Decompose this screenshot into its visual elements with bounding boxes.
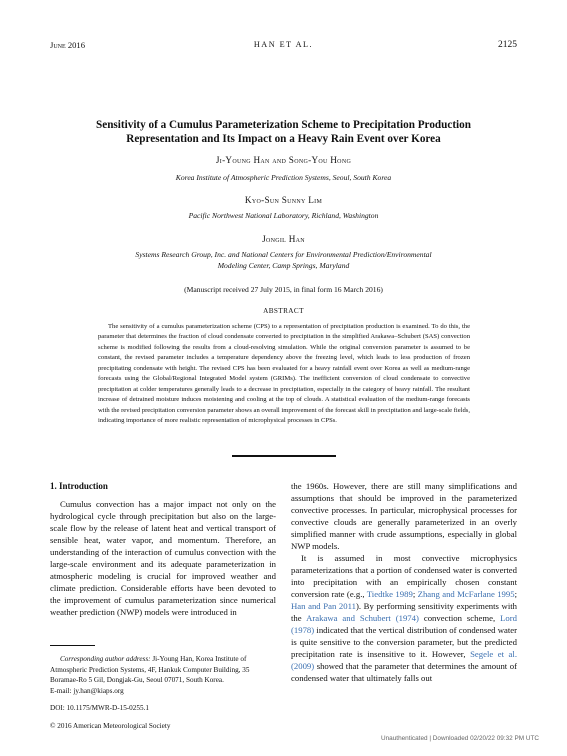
- ref-link-arakawa[interactable]: Arakawa and Schubert (1974): [306, 613, 419, 623]
- manuscript-dates: (Manuscript received 27 July 2015, in final form 16 March 2016): [184, 285, 383, 294]
- affiliation-1: Korea Institute of Atmospheric Prediction Systems, Seoul, South Korea: [175, 173, 392, 182]
- intro-heading: 1. Introduction: [50, 481, 108, 491]
- intro-paragraph-1: Cumulus convection has a major impact not only on the hydrological cycle through precipitation but also on the large-scale flow by the release of latent heat and vertical transport of sensible heat, water vapor, and momentum. Therefore, an understanding of the interaction of cumulus convection with the large-scale environment and its adequate parameterization in atmospheric modeling is crucial for improved weather and climate prediction. Considerable efforts have been devoted to the improvement of cumulus parameterization since numerical weather prediction (NWP) models were introduced in: [50, 499, 276, 617]
- corresponding-author-footnote: [50, 654, 278, 696]
- affiliation-3-line-1: Systems Research Group, Inc. and National Centers for Environmental Prediction/Environmental: [135, 250, 432, 259]
- paper-title: Sensitivity of a Cumulus Parameterization Scheme to Precipitation Production Representation and Its Impact on a Heavy Rain Event over Korea: [96, 119, 471, 145]
- text-run: ;: [412, 589, 418, 599]
- intro-paragraph-2: [291, 552, 517, 684]
- author-group-1: Ji-Young Han and Song-You Hong: [215, 155, 352, 165]
- footnote-text: Ji-Young Han, Korea Institute of Atmospheric Prediction Systems, 4F, Hankuk Computer Building, 35 Boramae-Ro 5 Gil, Dongjak-Gu, Seoul 07071, South Korea.: [50, 655, 250, 684]
- intro-paragraph-1-cont: the 1960s. However, there are still many simplifications and assumptions that should be improved in the parameterized convective processes. In particular, microphysical processes for convective clouds are generally parameterized in an overly simplified manner with crude assumptions, especially in global NWP models.: [291, 481, 517, 551]
- footnote-rule: [50, 645, 95, 646]
- abstract-body: The sensitivity of a cumulus parameterization scheme (CPS) to a representation of precipitation production is examined. To do this, the parameter that determines the fraction of cloud condensate converted to precipitation in the simplified Arakawa–Schubert (SAS) convection scheme is modified following the results from a cloud-resolving simulation. While the original conversion parameter is assumed to be constant, the revised parameter includes a temperature dependency above the freezing level, which leads to less production of frozen precipitating condensate with height. The revised CPS has been evaluated for a heavy rainfall event over Korea as well as medium-range forecasts using the Global/Regional Integrated Model system (GRIMs). The inefficient conversion of cloud condensate to convective precipitation at colder temperatures generally leads to a decrease in precipitation, especially in the category of heavy rainfall. The resultant increase of detrained moisture induces moistening and cooling at the top of clouds. A statistical evaluation of the medium-range forecasts with the revised precipitation conversion parameter shows an overall improvement of the forecast skill in precipitation and large-scale fields, indicating importance of more realistic representation of microphysical processes in CPSs.: [98, 323, 470, 425]
- affiliation-3-line-2: Modeling Center, Camp Springs, Maryland: [217, 261, 350, 270]
- text-run: ;: [514, 589, 518, 599]
- author-group-3: Jongil Han: [262, 234, 305, 244]
- doi: DOI: 10.1175/MWR-D-15-0255.1: [50, 704, 149, 712]
- download-watermark: Unauthenticated | Downloaded 02/20/22 09:32 PM UTC: [381, 735, 539, 742]
- right-column: [291, 480, 517, 684]
- section-divider: [232, 455, 336, 457]
- text-run: showed that the parameter that determines the amount of condensed water that ultimately falls out: [291, 661, 517, 683]
- text-run: convection scheme,: [418, 613, 501, 623]
- text-run: ). By performing sensitivity experiments with the: [291, 601, 518, 623]
- left-column: [50, 480, 276, 618]
- text-run: It is assumed in most convective microphysics parameterizations that a portion of condensed water is converted into precipitation with an empirically chosen constant conversion rate (e.g.,: [291, 553, 517, 599]
- copyright: © 2016 American Meteorological Society: [50, 722, 171, 730]
- abstract-heading: ABSTRACT: [263, 307, 304, 315]
- ref-link-hanpan[interactable]: Han and Pan 2011: [291, 601, 356, 611]
- affiliation-2: Pacific Northwest National Laboratory, Richland, Washington: [188, 211, 379, 220]
- text-run: indicated that the vertical distribution of condensed water is quite sensitive to the conversion parameter, but the predicted precipitation rate is insensitive to it. However,: [291, 625, 517, 659]
- ref-link-zhang[interactable]: Zhang and McFarlane 1995: [417, 589, 515, 599]
- ref-link-tiedtke[interactable]: Tiedtke 1989: [366, 589, 413, 599]
- running-header-date: June 2016: [50, 40, 86, 50]
- page-number: 2125: [498, 40, 517, 50]
- ref-link-lord[interactable]: Lord (1978): [291, 613, 517, 635]
- running-header-authors: HAN ET AL.: [253, 40, 314, 49]
- author-group-2: Kyo-Sun Sunny Lim: [244, 195, 323, 205]
- footnote-email: E-mail: jy.han@kiaps.org: [50, 686, 124, 695]
- ref-link-segele[interactable]: Segele et al. (2009): [291, 649, 518, 671]
- footnote-label: Corresponding author address:: [60, 655, 151, 663]
